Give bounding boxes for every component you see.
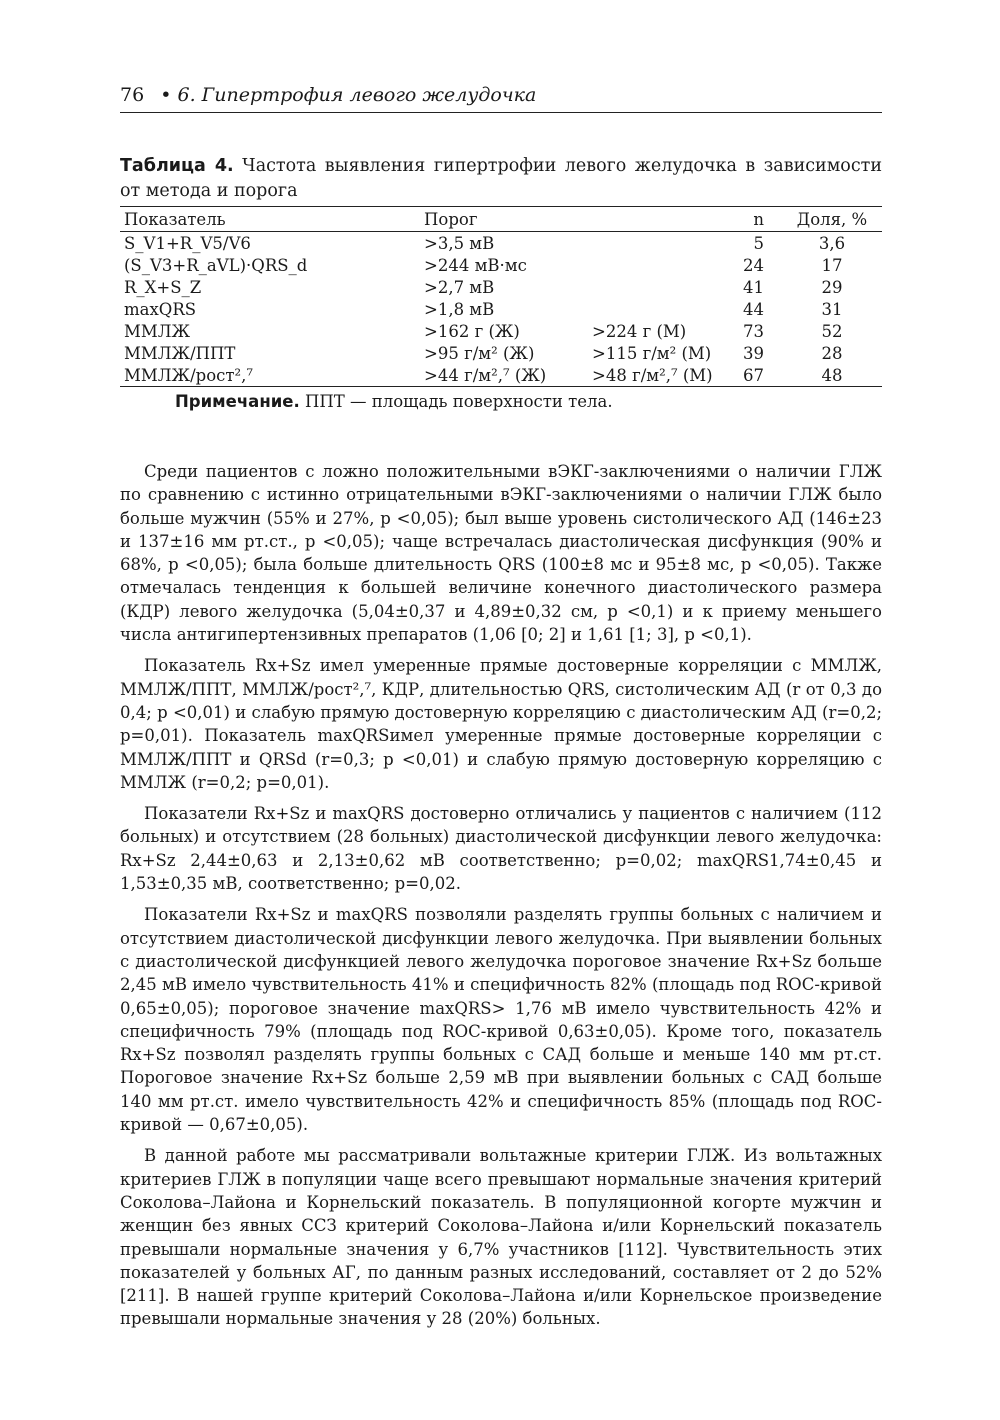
cell-indicator: (S_V3+R_aVL)·QRS_d xyxy=(124,255,308,275)
header-bullet: • xyxy=(160,84,172,106)
table-header-row xyxy=(120,207,882,232)
col-header-indicator: Показатель xyxy=(120,207,420,232)
cell-n: 5 xyxy=(753,233,764,253)
cell-indicator: maxQRS xyxy=(124,299,197,319)
cell-indicator: ММЛЖ/рост²,⁷ xyxy=(120,364,420,387)
cell-threshold-m: >48 г/м²,⁷ (М) xyxy=(588,364,738,387)
table-row xyxy=(120,254,882,276)
paragraph: В данной работе мы рассматривали вольтажные критерии ГЛЖ. Из вольтажных критериев ГЛЖ в популяции чаще всего превышают нормальные значения критерий Соколова–Лайона и Корнельский показатель. В популяционной когорте мужчин и женщин без явных ССЗ критерий Соколова–Лайона и/или Корнельский показатель превышали нормальные значения у 6,7% участников [112]. Чувствительность этих показателей у больных АГ, по данным разных исследований, составляет от 2 до 52% [211]. В нашей группе критерий Соколова–Лайона и/или Корнельское произведение превышали нормальные значения у 28 (20%) больных. xyxy=(120,1146,882,1329)
cell-n: 41 xyxy=(743,277,764,297)
data-table xyxy=(120,206,882,387)
table-row xyxy=(120,276,882,298)
paragraph: Среди пациентов с ложно положительными вЭКГ-заключениями о наличии ГЛЖ по сравнению с истинно отрицательными вЭКГ-заключениями о наличии ГЛЖ было больше мужчин (55% и 27%, p <0,05); был выше уровень систолического АД (146±23 и 137±16 мм рт.ст., p <0,05); чаще встречалась диастолическая дисфункция (90% и 68%, p <0,05); была больше длительность QRS (100±8 мс и 95±8 мс, p <0,05). Также отмечалась тенденция к большей величине конечного диастолического размера (КДР) левого желудочка (5,04±0,37 и 4,89±0,32 см, p <0,1) и к приему меньшего числа антигипертензивных препаратов (1,06 [0; 2] и 1,61 [1; 3], p <0,1). xyxy=(120,462,882,645)
table-note-text: ППТ — площадь поверхности тела. xyxy=(305,392,613,411)
cell-indicator: ММЛЖ xyxy=(124,321,191,341)
cell-threshold-m xyxy=(588,276,738,298)
cell-indicator: ММЛЖ/ППТ xyxy=(124,343,236,363)
cell-indicator: R_X+S_Z xyxy=(124,277,202,297)
table-caption-label: Таблица 4. xyxy=(120,156,234,176)
cell-n: 73 xyxy=(743,321,764,341)
col-header-share: Доля, % xyxy=(782,207,882,232)
cell-threshold: >2,7 мВ xyxy=(424,277,495,297)
col-header-n: n xyxy=(738,207,782,232)
cell-threshold-m xyxy=(588,232,738,255)
table-caption xyxy=(120,154,882,204)
cell-threshold: >44 г/м²,⁷ (Ж) xyxy=(420,364,588,387)
table-caption-text: Частота выявления гипертрофии левого желудочка в зависимости от метода и порога xyxy=(120,156,882,201)
cell-threshold-m: >224 г (М) xyxy=(592,321,687,341)
table-row xyxy=(120,364,882,387)
cell-share: 52 xyxy=(821,321,843,341)
cell-n: 44 xyxy=(743,299,764,319)
cell-share: 48 xyxy=(782,364,882,387)
cell-threshold-m xyxy=(588,254,738,276)
cell-threshold: >1,8 мВ xyxy=(424,299,495,319)
cell-share: 31 xyxy=(821,299,843,319)
table-note-label: Примечание. xyxy=(175,392,300,411)
page-number: 76 xyxy=(120,84,145,106)
cell-share: 17 xyxy=(821,255,843,275)
cell-threshold: >162 г (Ж) xyxy=(424,321,520,341)
cell-threshold: >95 г/м² (Ж) xyxy=(424,343,535,363)
cell-threshold-m: >115 г/м² (М) xyxy=(592,343,712,363)
body-text xyxy=(120,460,882,1339)
table-row xyxy=(120,342,882,364)
cell-share: 3,6 xyxy=(818,233,846,253)
table-row xyxy=(120,298,882,320)
cell-indicator: S_V1+R_V5/V6 xyxy=(124,233,251,253)
cell-share: 28 xyxy=(821,343,843,363)
cell-threshold: >244 мВ·мс xyxy=(424,255,527,275)
cell-share: 29 xyxy=(821,277,843,297)
page-header xyxy=(120,84,882,113)
paragraph: Показатели Rx+Sz и maxQRS позволяли разделять группы больных с наличием и отсутствием диастолической дисфункции левого желудочка. При выявлении больных с диастолической дисфункцией левого желудочка пороговое значение Rx+Sz больше 2,45 мВ имело чувствительность 41% и специфичность 82% (площадь под ROC-кривой 0,65±0,05); пороговое значение maxQRS> 1,76 мВ имело чувствительность 42% и специфичность 79% (площадь под ROC-кривой 0,63±0,05). Кроме того, показатель Rx+Sz позволял разделять группы больных с САД больше и меньше 140 мм рт.ст. Пороговое значение Rx+Sz больше 2,59 мВ при выявлении больных с САД больше 140 мм рт.ст. имело чувствительность 42% и специфичность 85% (площадь под ROC-кривой — 0,67±0,05). xyxy=(120,905,882,1135)
paragraph: Показатели Rx+Sz и maxQRS достоверно отличались у пациентов с наличием (112 больных) и отсутствием (28 больных) диастолической дисфункции левого желудочка: Rx+Sz 2,44±0,63 и 2,13±0,62 мВ соответственно; p=0,02; maxQRS1,74±0,45 и 1,53±0,35 мВ, соответственно; p=0,02. xyxy=(120,804,882,894)
cell-n: 39 xyxy=(743,343,764,363)
table-row xyxy=(120,232,882,255)
cell-n: 24 xyxy=(743,255,764,275)
cell-threshold: >3,5 мВ xyxy=(424,233,495,253)
table-row xyxy=(120,320,882,342)
cell-n: 67 xyxy=(738,364,782,387)
cell-threshold-m xyxy=(588,298,738,320)
paragraph: Показатель Rx+Sz имел умеренные прямые достоверные корреляции с ММЛЖ, ММЛЖ/ППТ, ММЛЖ/рост²,⁷, КДР, длительностью QRS, систолическим АД (r от 0,3 до 0,4; p <0,01) и слабую прямую достоверную корреляцию с диастолическим АД (r=0,2; p=0,01). Показатель maxQRSимел умеренные прямые достоверные корреляции с ММЛЖ/ППТ и QRSd (r=0,3; p <0,01) и слабую прямую достоверную корреляцию с ММЛЖ (r=0,2; p=0,01). xyxy=(120,656,882,792)
col-header-threshold: Порог xyxy=(420,207,738,232)
chapter-title: 6. Гипертрофия левого желудочка xyxy=(177,84,537,106)
table-note xyxy=(175,392,613,411)
